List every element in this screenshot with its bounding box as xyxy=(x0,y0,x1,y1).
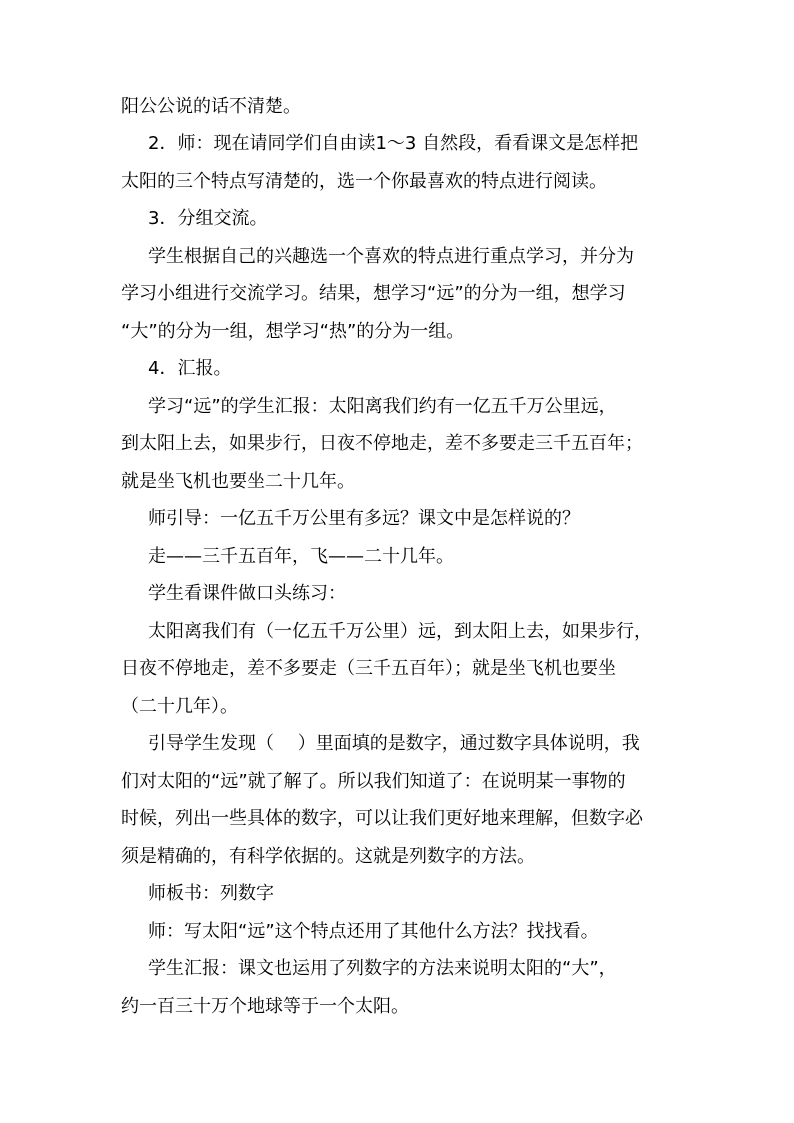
text-line: （二十几年）。 xyxy=(121,696,238,717)
text-line: 引导学生发现（ ）里面填的是数字，通过数字具体说明，我 xyxy=(148,733,640,754)
text-line: 就是坐飞机也要坐二十几年。 xyxy=(121,471,355,492)
text-line: 阳公公说的话不清楚。 xyxy=(121,96,301,117)
text-line: 时候，列出一些具体的数字，可以让我们更好地来理解，但数字必 xyxy=(121,808,643,829)
text-line: 约一百三十万个地球等于一个太阳。 xyxy=(121,996,409,1017)
text-line: 师：写太阳“远”这个特点还用了其他什么方法？找找看。 xyxy=(148,921,599,942)
text-line: 走——三千五百年，飞——二十几年。 xyxy=(148,546,454,567)
text-line: 学生汇报：课文也运用了列数字的方法来说明太阳的“大”， xyxy=(148,958,617,979)
text-line: “大”的分为一组，想学习“热”的分为一组。 xyxy=(121,321,465,342)
text-line: 3．分组交流。 xyxy=(148,208,268,229)
text-line: 师引导：一亿五千万公里有多远？课文中是怎样说的？ xyxy=(148,508,580,529)
text-line: 太阳的三个特点写清楚的，选一个你最喜欢的特点进行阅读。 xyxy=(121,171,607,192)
text-line: 学生看课件做口头练习： xyxy=(148,583,346,604)
text-line: 2．师：现在请同学们自由读1～3 自然段，看看课文是怎样把 xyxy=(148,133,639,154)
text-line: 学习“远”的学生汇报：太阳离我们约有一亿五千万公里远， xyxy=(148,396,617,417)
text-line: 师板书：列数字 xyxy=(148,883,274,904)
text-line: 到太阳上去，如果步行，日夜不停地走，差不多要走三千五百年； xyxy=(121,433,643,454)
text-line: 学习小组进行交流学习。结果，想学习“远”的分为一组，想学习 xyxy=(121,283,626,304)
text-line: 须是精确的，有科学依据的。这就是列数字的方法。 xyxy=(121,846,535,867)
text-line: 学生根据自己的兴趣选一个喜欢的特点进行重点学习，并分为 xyxy=(148,246,634,267)
text-line: 4．汇报。 xyxy=(148,358,232,379)
text-line: 日夜不停地走，差不多要走（三千五百年）；就是坐飞机也要坐 xyxy=(121,658,616,679)
text-line: 太阳离我们有（一亿五千万公里）远，到太阳上去，如果步行， xyxy=(148,621,652,642)
text-line: 们对太阳的“远”就了解了。所以我们知道了：在说明某一事物的 xyxy=(121,771,626,792)
